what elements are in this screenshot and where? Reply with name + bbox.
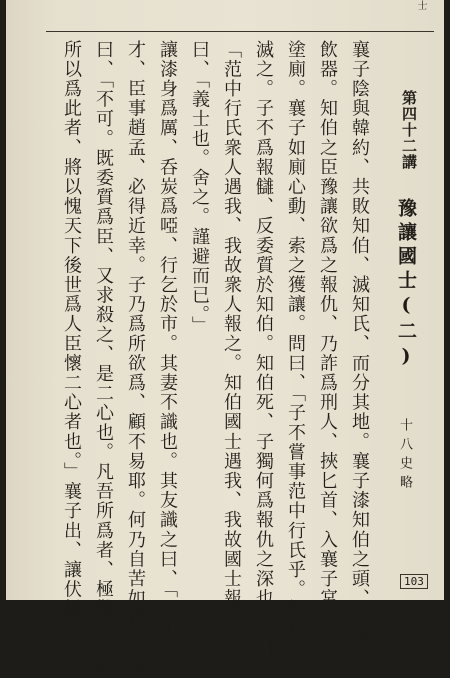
lesson-heading: 第四十二講	[400, 90, 418, 170]
top-rule	[46, 31, 434, 32]
text-column-5: 「范中行氏衆人遇我、我故衆人報之。知伯國士遇我、我故國士報之。」	[221, 40, 242, 659]
corner-mark: 士	[415, 0, 426, 10]
text-column-8: 才、臣事趙孟、必得近幸。子乃爲所欲爲、顧不易耶。何乃自苦如此。」讓	[125, 40, 146, 678]
text-column-10: 所以爲此者、將以愧天下後世爲人臣懷二心者也。」襄子出、讓伏橋下。	[61, 40, 82, 659]
text-column-1: 襄子陰與韓約、共敗知伯、滅知氏、而分其地。襄子漆知伯之頭、以爲	[349, 40, 370, 648]
text-column-3: 塗廁。襄子如廁心動、索之獲讓。問曰、「子不嘗事范中行氏乎。知伯	[285, 40, 306, 639]
page-number: 103	[400, 574, 428, 589]
text-column-2: 飲器。知伯之臣豫讓欲爲之報仇、乃詐爲刑人、挾匕首、入襄子宮中	[317, 40, 338, 628]
text-column-4: 滅之。子不爲報讎、反委質於知伯。知伯死、子獨何爲報仇之深也。」曰、	[253, 40, 274, 678]
text-column-7: 讓漆身爲厲、呑炭爲啞、行乞於市。其妻不識也。其友識之曰、「以子之	[157, 40, 178, 659]
text-column-6: 曰、「義士也。舍之。謹避而已。」	[189, 40, 210, 336]
page-title: 豫讓國士(二)	[395, 198, 417, 372]
book-page	[6, 0, 444, 678]
running-head: 十八史略	[397, 418, 412, 494]
text-column-9: 曰、「不可。既委質爲臣、又求殺之、是二心也。凡吾所爲者、極難耳。然	[93, 40, 114, 678]
